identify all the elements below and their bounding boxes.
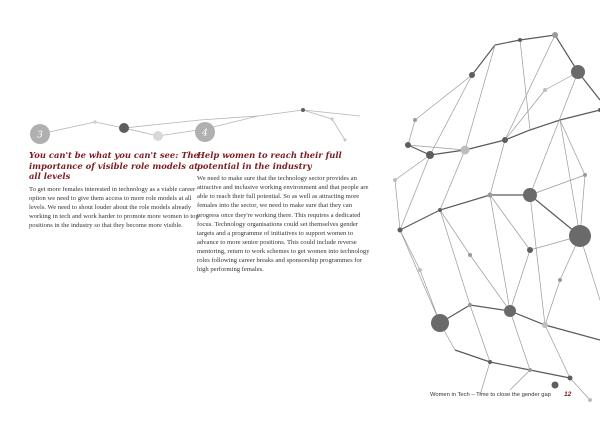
timeline-node — [330, 117, 333, 120]
footer-title: Women in Tech – Time to close the gender gap — [430, 392, 551, 398]
section-heading: You can't be what you can't see: The importance of visible role models at all levels — [29, 150, 199, 182]
network-sphere — [395, 35, 600, 400]
timeline-node — [301, 108, 305, 112]
step-number-3: 3 — [37, 130, 43, 141]
section-full-potential — [197, 150, 372, 274]
timeline-node — [153, 131, 163, 141]
section-body: To get more females interested in technology as a viable career option we need to give them access to more role models at all levels. We need to shout louder about the role models already working in tech and work harder to promote more women to top positions in the industry so that they become more visible. — [29, 185, 199, 230]
timeline-node — [119, 123, 129, 133]
page-number: 12 — [564, 391, 572, 398]
step-marker-3 — [30, 124, 50, 144]
step-number-4: 4 — [202, 128, 208, 139]
timeline-node — [344, 139, 347, 142]
step-marker-4 — [195, 122, 215, 142]
timeline-node — [93, 120, 97, 124]
section-role-models — [29, 150, 204, 230]
section-body: We need to make sure that the technology sector provides an attractive and inclusive working environment and that people are able to reach their full potential. So as well as attracting more females into the sector, we need to make sure that they can progress once they're working there. This requires a dedicated focus. Technology organisations could set themselves gender targets and a programme of initiatives to support women to advance to more senior positions. This could include reverse mentoring, return to work schemes to get women into technology roles following career breaks and sponsorship programmes for high performing females. — [197, 175, 370, 274]
network-nodes — [393, 32, 600, 402]
section-heading: Help women to reach their full potential in the industry — [197, 150, 342, 171]
